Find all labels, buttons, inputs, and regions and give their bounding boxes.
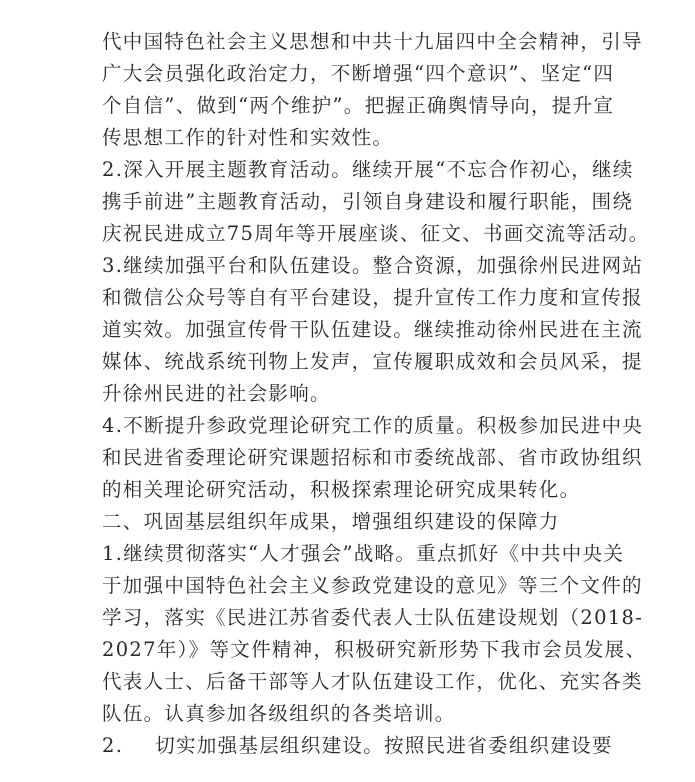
text-line: 1.继续贯彻落实“人才强会”战略。重点抓好《中共中央关: [102, 542, 625, 565]
text-line: 学习，落实《民进江苏省委代表人士队伍建设规划（2018-: [102, 606, 644, 629]
text-line: [102, 730, 613, 762]
text-line: 和微信公众号等自有平台建设，提升宣传工作力度和宣传报: [102, 286, 643, 309]
text-line: 广大会员强化政治定力，不断增强“四个意识”、坚定“四: [102, 62, 615, 85]
text-line: 队伍。认真参加各级组织的各类培训。: [102, 702, 456, 725]
item-number: 2.: [102, 734, 124, 757]
text-line: 携手前进”主题教育活动，引领自身建设和履行职能，围绕: [102, 190, 634, 213]
text-line: 传思想工作的针对性和实效性。: [102, 126, 394, 149]
text-line: 的相关理论研究活动，积极探索理论研究成果转化。: [102, 478, 581, 501]
section-heading: 二、巩固基层组织年成果，增强组织建设的保障力: [102, 510, 560, 533]
text-line: 和民进省委理论研究课题招标和市委统战部、省市政协组织: [102, 446, 643, 469]
text-line: 庆祝民进成立75周年等开展座谈、征文、书画交流等活动。: [102, 222, 650, 245]
text-line: 代表人士、后备干部等人才队伍建设工作，优化、充实各类: [102, 670, 643, 693]
item-text: 切实加强基层组织建设。按照民进省委组织建设要: [155, 734, 613, 757]
text-line: 2027年）》等文件精神，积极研究新形势下我市会员发展、: [102, 638, 647, 661]
text-line: 4.不断提升参政党理论研究工作的质量。积极参加民进中央: [102, 414, 644, 437]
text-line: 个自信”、做到“两个维护”。把握正确舆情导向，提升宣: [102, 94, 615, 117]
text-line: 升徐州民进的社会影响。: [102, 382, 331, 405]
text-line: 于加强中国特色社会主义参政党建设的意见》等三个文件的: [102, 574, 643, 597]
text-line: 2.深入开展主题教育活动。继续开展“不忘合作初心，继续: [102, 158, 634, 181]
text-line: 代中国特色社会主义思想和中共十九届四中全会精神，引导: [102, 30, 643, 53]
text-line: 媒体、统战系统刊物上发声，宣传履职成效和会员风采，提: [102, 350, 643, 373]
text-line: 道实效。加强宣传骨干队伍建设。继续推动徐州民进在主流: [102, 318, 643, 341]
text-line: 3.继续加强平台和队伍建设。整合资源，加强徐州民进网站: [102, 254, 644, 277]
